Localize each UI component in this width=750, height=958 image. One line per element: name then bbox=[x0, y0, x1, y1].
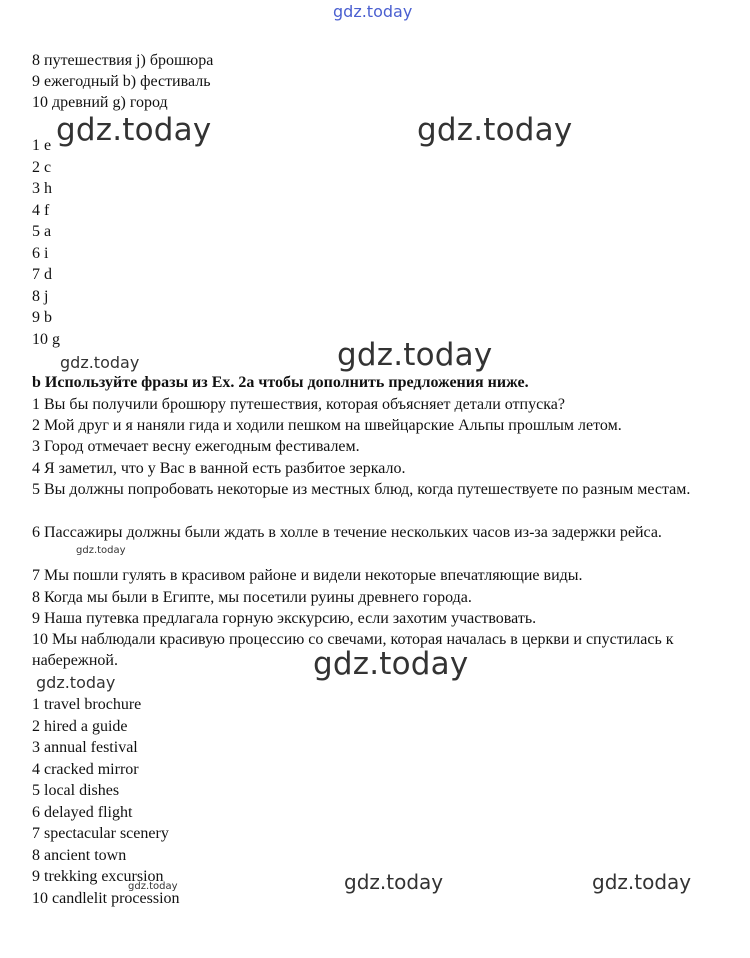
answer-a-line: 6 i bbox=[32, 245, 49, 262]
answer-b-line: 9 trekking excursion bbox=[32, 868, 164, 885]
answer-a-line: 5 a bbox=[32, 223, 52, 240]
task-b-heading: b Используйте фразы из Ex. 2a чтобы дополнить предложения ниже. bbox=[32, 374, 529, 391]
watermark: gdz.today bbox=[417, 112, 573, 148]
answer-b-line: 4 cracked mirror bbox=[32, 761, 139, 778]
answer-a-line: 9 b bbox=[32, 309, 52, 326]
sentence-line: 9 Наша путевка предлагала горную экскурсию, если захотим участвовать. bbox=[32, 610, 537, 627]
answer-b-line: 5 local dishes bbox=[32, 782, 120, 799]
match-line: 10 древний g) город bbox=[32, 94, 168, 111]
answer-b-line: 8 ancient town bbox=[32, 847, 127, 864]
watermark: gdz.today bbox=[592, 870, 692, 894]
sentence-line: 3 Город отмечает весну ежегодным фестивалем. bbox=[32, 438, 360, 455]
answer-b-line: 7 spectacular scenery bbox=[32, 825, 169, 842]
match-line: 8 путешествия j) брошюра bbox=[32, 52, 214, 69]
sentence-line: 4 Я заметил, что у Вас в ванной есть разбитое зеркало. bbox=[32, 460, 406, 477]
answer-a-line: 2 c bbox=[32, 159, 52, 176]
watermark: gdz.today bbox=[36, 673, 116, 692]
answer-b-line: 6 delayed flight bbox=[32, 804, 133, 821]
watermark-top: gdz.today bbox=[333, 2, 413, 21]
answer-a-line: 8 j bbox=[32, 288, 49, 305]
watermark: gdz.today bbox=[56, 112, 212, 148]
answer-a-line: 4 f bbox=[32, 202, 50, 219]
sentence-line: 7 Мы пошли гулять в красивом районе и видели некоторые впечатляющие виды. bbox=[32, 567, 583, 584]
answer-b-line: 2 hired a guide bbox=[32, 718, 128, 735]
watermark: gdz.today bbox=[128, 881, 178, 892]
sentence-line: 5 Вы должны попробовать некоторые из местных блюд, когда путешествуете по разным местам. bbox=[32, 481, 691, 498]
watermark: gdz.today bbox=[60, 353, 140, 372]
answer-a-line: 7 d bbox=[32, 266, 52, 283]
answer-b-line: 10 candlelit procession bbox=[32, 890, 180, 907]
watermark: gdz.today bbox=[76, 545, 126, 556]
watermark: gdz.today bbox=[344, 870, 444, 894]
watermark: gdz.today bbox=[337, 337, 493, 373]
watermark: gdz.today bbox=[313, 646, 469, 682]
sentence-line: 8 Когда мы были в Египте, мы посетили руины древнего города. bbox=[32, 589, 472, 606]
answer-a-line: 3 h bbox=[32, 180, 52, 197]
sentence-line: 2 Мой друг и я наняли гида и ходили пешком на швейцарские Альпы прошлым летом. bbox=[32, 417, 622, 434]
sentence-line: 10 Мы наблюдали красивую процессию со свечами, которая началась в церкви и спустилась к набережной. bbox=[32, 631, 674, 669]
match-line: 9 ежегодный b) фестиваль bbox=[32, 73, 211, 90]
answer-a-line: 1 e bbox=[32, 137, 52, 154]
sentence-line: 1 Вы бы получили брошюру путешествия, которая объясняет детали отпуска? bbox=[32, 396, 565, 413]
answer-b-line: 1 travel brochure bbox=[32, 696, 142, 713]
sentence-line: 6 Пассажиры должны были ждать в холле в течение нескольких часов из-за задержки рейса. bbox=[32, 524, 662, 541]
answer-a-line: 10 g bbox=[32, 331, 60, 348]
answer-b-line: 3 annual festival bbox=[32, 739, 138, 756]
